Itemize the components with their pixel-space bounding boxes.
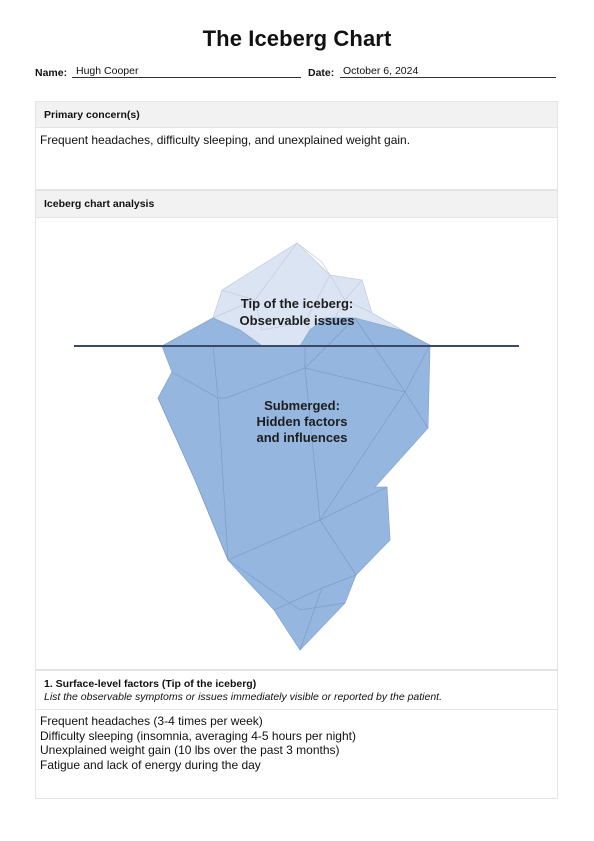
list-item: Unexplained weight gain (10 lbs over the past 3 months) — [40, 743, 340, 757]
page-title: The Iceberg Chart — [202, 26, 392, 51]
date-value: October 6, 2024 — [343, 65, 419, 77]
name-value: Hugh Cooper — [76, 65, 139, 77]
list-item: Frequent headaches (3-4 times per week) — [40, 714, 263, 728]
submerged-label-line1: Submerged: — [264, 398, 340, 413]
surface-factors-heading: 1. Surface-level factors (Tip of the iceberg) — [44, 678, 257, 690]
primary-concern-heading: Primary concern(s) — [36, 102, 557, 128]
iceberg-submerged — [158, 318, 430, 650]
submerged-label-line2: Hidden factors — [256, 414, 348, 429]
tip-label-line2: Observable issues — [239, 313, 355, 328]
tip-label-line1: Tip of the iceberg: — [240, 296, 354, 311]
surface-factors-header — [36, 671, 557, 710]
submerged-label-line3: and influences — [256, 430, 348, 445]
surface-factors-list[interactable] — [36, 710, 557, 777]
primary-concern-text[interactable]: Frequent headaches, difficulty sleeping, and unexplained weight gain. — [40, 133, 411, 147]
list-item: Fatigue and lack of energy during the day — [40, 757, 261, 772]
iceberg-analysis-heading: Iceberg chart analysis — [36, 191, 557, 218]
surface-factors-section — [35, 670, 558, 799]
date-label: Date: — [308, 67, 335, 79]
name-label: Name: — [35, 67, 68, 79]
surface-factors-instruction: List the observable symptoms or issues immediately visible or reported by the patient. — [44, 691, 443, 703]
list-item: Difficulty sleeping (insomnia, averaging 4-5 hours per night) — [40, 728, 356, 743]
